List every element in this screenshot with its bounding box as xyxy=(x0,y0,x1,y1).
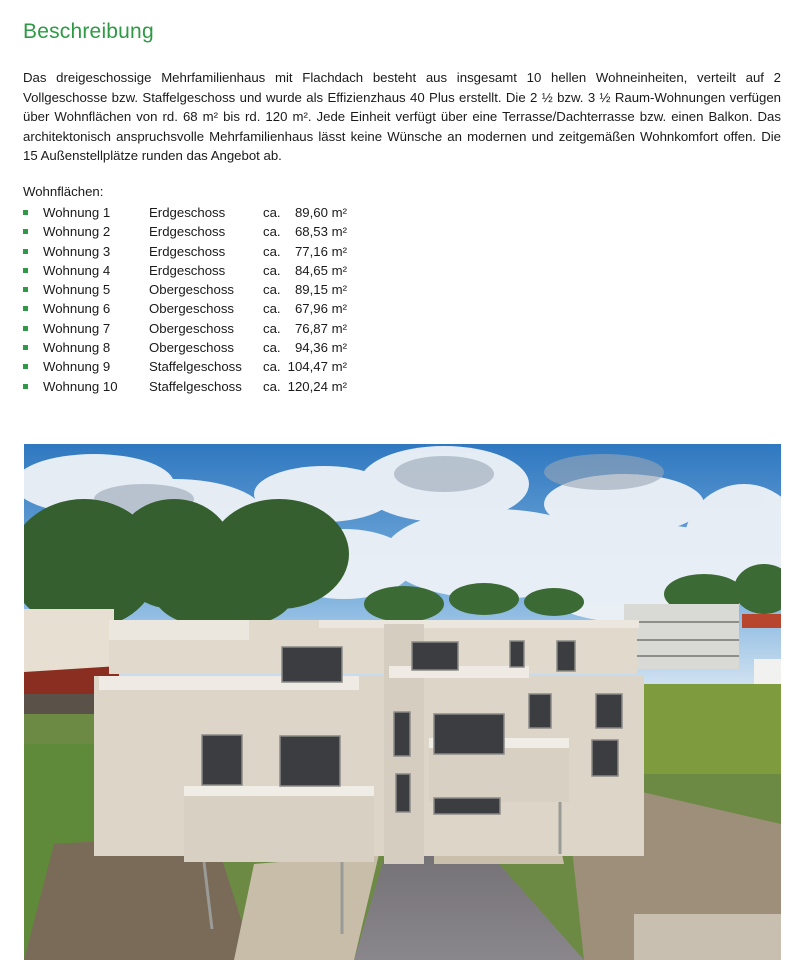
unit-name: Wohnung 4 xyxy=(43,262,111,278)
unit-floor: Staffelgeschoss xyxy=(149,378,242,394)
building-photo xyxy=(24,444,781,960)
unit-floor: Obergeschoss xyxy=(149,282,235,298)
unit-floor: Erdgeschoss xyxy=(149,205,226,220)
bullet-icon xyxy=(23,384,28,389)
list-item xyxy=(23,203,347,222)
list-item xyxy=(23,377,347,396)
unit-floor: Obergeschoss xyxy=(149,340,235,356)
unit-area: 94,36 m² xyxy=(294,340,347,356)
unit-area: 120,24 m² xyxy=(287,378,347,394)
unit-approx: ca. xyxy=(263,340,281,356)
unit-name: Wohnung 2 xyxy=(43,224,111,240)
unit-floor: Erdgeschoss xyxy=(149,224,226,240)
bullet-icon xyxy=(23,364,28,369)
unit-area: 77,16 m² xyxy=(294,243,347,259)
bullet-icon xyxy=(23,306,28,311)
unit-name: Wohnung 9 xyxy=(43,359,111,375)
unit-area: 104,47 m² xyxy=(287,359,347,375)
bullet-icon xyxy=(23,210,28,215)
bullet-icon xyxy=(23,249,28,254)
unit-floor: Staffelgeschoss xyxy=(149,359,242,375)
list-item xyxy=(23,357,347,376)
unit-area: 68,53 m² xyxy=(294,224,347,240)
unit-name: Wohnung 6 xyxy=(43,301,111,317)
unit-approx: ca. xyxy=(263,320,281,336)
unit-approx: ca. xyxy=(263,378,281,394)
unit-area: 76,87 m² xyxy=(294,320,347,336)
unit-floor: Obergeschoss xyxy=(149,320,235,336)
unit-name: Wohnung 5 xyxy=(43,282,111,298)
unit-list xyxy=(23,203,347,396)
list-item xyxy=(23,261,347,280)
unit-name: Wohnung 1 xyxy=(43,205,111,220)
page-title: Beschreibung xyxy=(23,20,154,43)
bullet-icon xyxy=(23,345,28,350)
list-item xyxy=(23,280,347,299)
bullet-icon xyxy=(23,268,28,273)
unit-floor: Erdgeschoss xyxy=(149,262,226,278)
unit-area: 67,96 m² xyxy=(294,301,347,317)
list-item xyxy=(23,319,347,338)
unit-name: Wohnung 3 xyxy=(43,243,111,259)
unit-area: 84,65 m² xyxy=(294,262,347,278)
list-item xyxy=(23,299,347,318)
list-item xyxy=(23,222,347,241)
unit-approx: ca. xyxy=(263,224,281,240)
description-paragraph: Das dreigeschossige Mehrfamilienhaus mit Flachdach besteht aus insgesamt 10 hellen Wohneinheiten, verteilt auf 2 Vollgeschosse bzw. Staffelgeschoss und wurde als Effizienzhaus 40 Plus erstellt. Die 2 ½ bzw. 3 ½ Raum-Wohnungen verfügen über Wohnflächen von rd. 68 m² bis rd. 120 m². Jede Einheit verfügt über eine Terrasse/Dachterrasse bzw. einen Balkon. Das architektonisch anspruchsvolle Mehrfamilienhaus lässt keine Wünsche an modernen und zeitgemäßen Wohnkomfort offen. Die 15 Außenstellplätze runden das Angebot ab. xyxy=(23,70,781,163)
unit-approx: ca. xyxy=(263,359,281,375)
unit-approx: ca. xyxy=(263,205,281,220)
unit-area: 89,60 m² xyxy=(294,205,347,220)
unit-floor: Erdgeschoss xyxy=(149,243,226,259)
living-area-label: Wohnflächen: xyxy=(23,184,104,199)
unit-approx: ca. xyxy=(263,243,281,259)
unit-floor: Obergeschoss xyxy=(149,301,235,317)
bullet-icon xyxy=(23,229,28,234)
unit-approx: ca. xyxy=(263,262,281,278)
unit-name: Wohnung 7 xyxy=(43,320,111,336)
unit-name: Wohnung 8 xyxy=(43,340,111,356)
unit-name: Wohnung 10 xyxy=(43,378,118,394)
bullet-icon xyxy=(23,326,28,331)
unit-approx: ca. xyxy=(263,282,281,298)
unit-area: 89,15 m² xyxy=(294,282,347,298)
list-item xyxy=(23,242,347,261)
bullet-icon xyxy=(23,287,28,292)
list-item xyxy=(23,338,347,357)
unit-approx: ca. xyxy=(263,301,281,317)
